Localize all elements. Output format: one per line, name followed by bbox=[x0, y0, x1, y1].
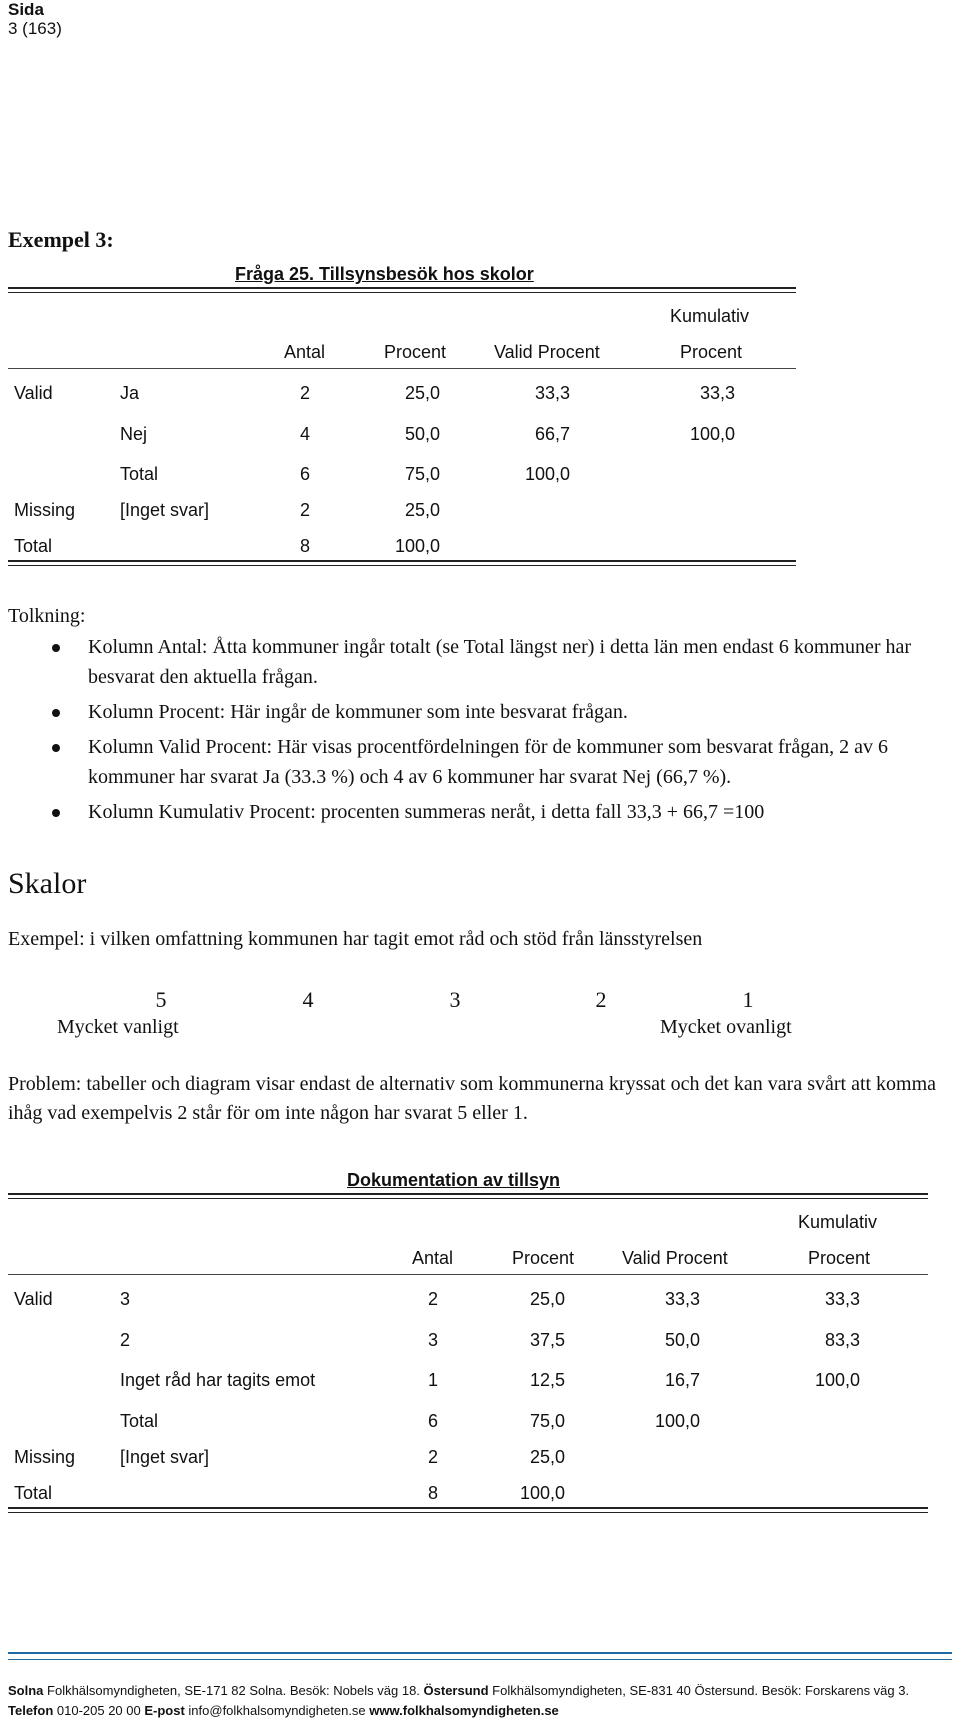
list-item bbox=[0, 697, 960, 727]
cell-procent: 75,0 bbox=[404, 464, 440, 484]
footer-contact bbox=[8, 1703, 559, 1718]
bullet-text: Kolumn Valid Procent: Här visas procentfördelningen för de kommuner som besvarat frågan, 2 av 6 kommuner har svarat Ja (33.3 %) och 4 av 6 kommuner har svarat Nej (66,7 %). bbox=[88, 736, 888, 788]
cell-procent: 25,0 bbox=[529, 1447, 565, 1467]
page-label: Sida bbox=[8, 0, 44, 19]
footer-city: Solna bbox=[8, 1683, 44, 1698]
row-label: Total bbox=[120, 464, 159, 484]
footer-addresses bbox=[8, 1683, 909, 1698]
column-header-valid-procent: Valid Procent bbox=[494, 342, 600, 362]
cell-antal: 6 bbox=[427, 1411, 438, 1431]
cell-procent: 100,0 bbox=[394, 536, 440, 556]
column-header-cumulative-procent: Procent bbox=[680, 342, 743, 362]
scale-value: 1 bbox=[742, 987, 754, 1012]
cell-procent: 50,0 bbox=[404, 424, 440, 444]
list-item bbox=[0, 797, 960, 827]
table-title: Dokumentation av tillsyn bbox=[347, 1170, 561, 1190]
bullet-icon bbox=[52, 809, 60, 817]
column-header-cumulative: Kumulativ bbox=[798, 1212, 878, 1232]
footer-rule bbox=[8, 1659, 952, 1660]
table-title: Fråga 25. Tillsynsbesök hos skolor bbox=[235, 264, 534, 284]
cell-antal: 2 bbox=[427, 1447, 438, 1467]
row-group-label: Total bbox=[14, 536, 53, 556]
problem-paragraph: Problem: tabeller och diagram visar endast de alternativ som kommunerna kryssat och det kan vara svårt att komma ihåg vad exempelvis 2 står för om inte någon har svarat 5 eller 1. bbox=[8, 1073, 937, 1124]
bullet-icon bbox=[52, 709, 60, 717]
cell-procent: 100,0 bbox=[519, 1483, 565, 1503]
column-header-antal: Antal bbox=[412, 1248, 454, 1268]
footer-rule bbox=[8, 1652, 952, 1654]
cell-procent: 25,0 bbox=[404, 383, 440, 403]
row-label: Nej bbox=[120, 424, 148, 444]
cell-valid-procent: 33,3 bbox=[664, 1289, 700, 1309]
scale-value: 2 bbox=[595, 987, 607, 1012]
row-group-label: Valid bbox=[14, 1289, 53, 1309]
footer-website-link[interactable]: www.folkhalsomyndigheten.se bbox=[369, 1703, 559, 1718]
row-label: [Inget svar] bbox=[120, 500, 210, 520]
list-item bbox=[0, 732, 960, 792]
interpretation-heading: Tolkning: bbox=[8, 605, 86, 627]
footer-address: Folkhälsomyndigheten, SE-171 82 Solna. Besök: Nobels väg 18. bbox=[43, 1683, 424, 1698]
footer-email-label: E-post bbox=[144, 1703, 185, 1718]
column-header-procent: Procent bbox=[512, 1248, 575, 1268]
cell-antal: 4 bbox=[299, 424, 310, 444]
scale-value: 3 bbox=[449, 987, 461, 1012]
footer-address: Folkhälsomyndigheten, SE-831 40 Östersund. Besök: Forskarens väg 3. bbox=[488, 1683, 910, 1698]
row-group-label: Total bbox=[14, 1483, 53, 1503]
cell-valid-procent: 100,0 bbox=[524, 464, 570, 484]
column-header-cumulative-procent: Procent bbox=[808, 1248, 871, 1268]
row-label: 2 bbox=[120, 1330, 131, 1350]
cell-valid-procent: 66,7 bbox=[534, 424, 570, 444]
column-header-valid-procent: Valid Procent bbox=[622, 1248, 728, 1268]
cell-antal: 1 bbox=[427, 1370, 438, 1390]
cell-cumulative: 33,3 bbox=[699, 383, 735, 403]
cell-antal: 8 bbox=[427, 1483, 438, 1503]
footer-phone-label: Telefon bbox=[8, 1703, 54, 1718]
row-label: [Inget svar] bbox=[120, 1447, 210, 1467]
row-label: 3 bbox=[120, 1289, 131, 1309]
scale-value: 4 bbox=[302, 987, 314, 1012]
cell-antal: 2 bbox=[427, 1289, 438, 1309]
scale-value: 5 bbox=[155, 987, 167, 1012]
cell-cumulative: 83,3 bbox=[824, 1330, 860, 1350]
cell-valid-procent: 33,3 bbox=[534, 383, 570, 403]
example-heading: Exempel 3: bbox=[8, 227, 114, 252]
cell-antal: 8 bbox=[299, 536, 310, 556]
cell-valid-procent: 50,0 bbox=[664, 1330, 700, 1350]
column-header-procent: Procent bbox=[384, 342, 447, 362]
bullet-text: Kolumn Antal: Åtta kommuner ingår totalt (se Total längst ner) i detta län men endast 6 kommuner har besvarat den aktuella frågan. bbox=[88, 636, 912, 688]
scale-left-label: Mycket vanligt bbox=[57, 1016, 179, 1038]
bullet-text: Kolumn Kumulativ Procent: procenten summeras neråt, i detta fall 33,3 + 66,7 =100 bbox=[88, 801, 765, 823]
scale-example-text: Exempel: i vilken omfattning kommunen har tagit emot råd och stöd från länsstyrelsen bbox=[8, 928, 703, 950]
bullet-icon bbox=[52, 744, 60, 752]
row-label: Ja bbox=[120, 383, 140, 403]
footer-phone: 010-205 20 00 bbox=[53, 1703, 145, 1718]
cell-antal: 3 bbox=[427, 1330, 438, 1350]
column-header-antal: Antal bbox=[284, 342, 326, 362]
cell-procent: 37,5 bbox=[529, 1330, 565, 1350]
page-number: 3 (163) bbox=[8, 19, 62, 38]
row-group-label: Missing bbox=[14, 500, 76, 520]
cell-cumulative: 100,0 bbox=[689, 424, 735, 444]
table-bottom-rule bbox=[8, 1507, 928, 1513]
section-heading: Skalor bbox=[8, 867, 87, 900]
row-label: Total bbox=[120, 1411, 159, 1431]
row-group-label: Valid bbox=[14, 383, 53, 403]
row-label: Inget råd har tagits emot bbox=[120, 1370, 316, 1390]
cell-procent: 75,0 bbox=[529, 1411, 565, 1431]
bullet-icon bbox=[52, 644, 60, 652]
header-rule bbox=[8, 368, 796, 369]
cell-cumulative: 33,3 bbox=[824, 1289, 860, 1309]
cell-procent: 25,0 bbox=[529, 1289, 565, 1309]
row-group-label: Missing bbox=[14, 1447, 76, 1467]
footer-email-link[interactable]: info@folkhalsomyndigheten.se bbox=[184, 1703, 370, 1718]
cell-procent: 25,0 bbox=[404, 500, 440, 520]
cell-antal: 2 bbox=[299, 500, 310, 520]
column-header-cumulative: Kumulativ bbox=[670, 306, 750, 326]
cell-procent: 12,5 bbox=[529, 1370, 565, 1390]
cell-valid-procent: 16,7 bbox=[664, 1370, 700, 1390]
interpretation-list bbox=[0, 632, 960, 832]
bullet-text: Kolumn Procent: Här ingår de kommuner som inte besvarat frågan. bbox=[88, 701, 628, 723]
scale-right-label: Mycket ovanligt bbox=[660, 1016, 792, 1038]
list-item bbox=[0, 632, 960, 692]
cell-cumulative: 100,0 bbox=[814, 1370, 860, 1390]
cell-valid-procent: 100,0 bbox=[654, 1411, 700, 1431]
table-top-rule bbox=[8, 1193, 928, 1199]
table-top-rule bbox=[8, 287, 796, 293]
cell-antal: 2 bbox=[299, 383, 310, 403]
header-rule bbox=[8, 1274, 928, 1275]
cell-antal: 6 bbox=[299, 464, 310, 484]
footer-city: Östersund bbox=[423, 1683, 489, 1698]
table-bottom-rule bbox=[8, 560, 796, 566]
